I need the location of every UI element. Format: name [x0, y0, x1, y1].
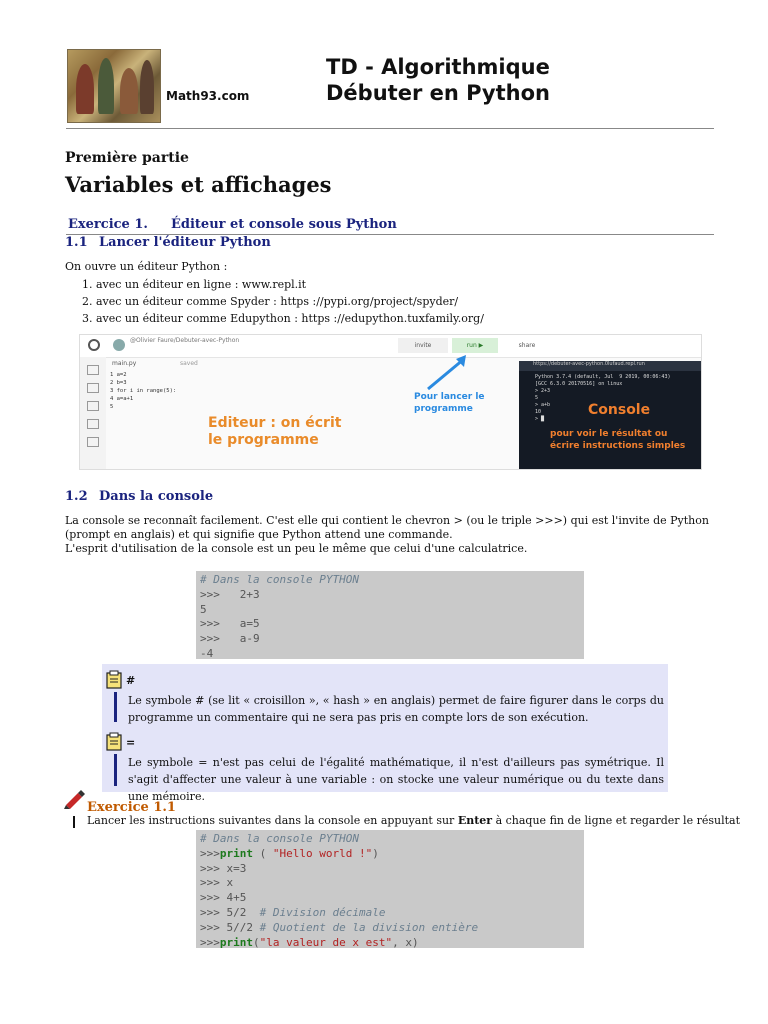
section-heading-1-2 — [65, 489, 213, 504]
title-line-2: Débuter en Python — [326, 81, 550, 105]
enter-key-label: Enter — [457, 814, 493, 827]
hash-symbol: # — [126, 674, 136, 687]
repl-screenshot — [79, 334, 702, 470]
notes-block — [102, 664, 668, 803]
file-icon[interactable] — [87, 365, 99, 375]
run-button[interactable]: run ▶ — [452, 338, 498, 353]
code-line: >>> a-9 — [200, 632, 260, 646]
code-line: 2 b=3 — [110, 380, 127, 386]
code-line: >>> 2+3 — [200, 587, 260, 601]
exercise-title: Éditeur et console sous Python — [170, 217, 397, 232]
annotation-line: pour voir le résultat ou — [550, 429, 668, 439]
code-line: >>> x — [200, 876, 234, 890]
string-literal: "la valeur de x est" — [259, 935, 393, 949]
header-divider — [66, 128, 714, 129]
code-line: -4 — [200, 646, 214, 660]
list-item: 3. avec un éditeur comme Edupython : https ://edupython.tuxfamily.org/ — [82, 312, 484, 325]
paragraph-text: L'esprit d'utilisation de la console est un peu le même que celui d'une calculatrice. — [65, 542, 528, 555]
file-tab[interactable]: main.py — [112, 360, 137, 367]
code-text: >>> 5//2 — [200, 920, 260, 934]
section-heading-1-1 — [65, 235, 271, 250]
exercise-1-1-instruction — [87, 814, 740, 827]
console-sub-annotation — [550, 428, 685, 452]
code-comment: # Dans la console PYTHON — [200, 832, 359, 845]
prompt: >>> — [200, 846, 220, 860]
section-title: Lancer l'éditeur Python — [99, 235, 271, 250]
exercise-1-1-label: Exercice 1.1 — [87, 800, 176, 815]
package-icon[interactable] — [87, 383, 99, 393]
list-item: 2. avec un éditeur comme Spyder : https ://pypi.org/project/spyder/ — [82, 295, 459, 308]
instruction-text: Lancer les instructions suivantes dans la console en appuyant sur — [87, 814, 458, 827]
code-punct: ) — [372, 846, 379, 860]
equal-note-text: Le symbole = n'est pas celui de l'égalité mathématique, il n'est d'ailleurs pas symétrique. Il s'agit d'affecter une valeur à une variable : on stocke une valeur numérique ou du texte dans une mémoire. — [128, 756, 664, 803]
hash-note-text: Le symbole # (se lit « croisillon », « hash » en anglais) permet de faire figurer dans le corps du programme un commentaire qui ne sera pas pris en compte lors de son exécution. — [128, 694, 664, 724]
section-number: 1.1 — [65, 235, 88, 250]
site-name: Math93.com — [166, 89, 250, 103]
gear-icon[interactable] — [87, 437, 99, 447]
section-title: Dans la console — [99, 489, 214, 504]
annotation-line: le programme — [208, 432, 319, 448]
note-bar — [114, 754, 117, 786]
paragraph-text: La console se reconnaît facilement. C'est elle qui contient le chevron > (ou le triple >>>) qui est l'invite de Python (prompt en anglais) et qui signifie que Python attend une commande. — [65, 514, 709, 541]
list-item: 1. avec un éditeur en ligne : www.repl.it — [82, 278, 307, 291]
keyword: print — [219, 935, 253, 949]
settings-icon[interactable] — [87, 401, 99, 411]
instruction-text: à chaque fin de ligne et regarder le résultat — [492, 814, 740, 827]
part-label: Première partie — [65, 150, 189, 166]
editor-code[interactable] — [110, 371, 176, 411]
code-punct: ( — [253, 846, 273, 860]
code-block-console — [196, 571, 584, 659]
code-comment: # Dans la console PYTHON — [200, 573, 359, 586]
saved-status: saved — [180, 360, 198, 367]
repl-sidebar — [80, 357, 106, 469]
code-block-exercise — [196, 830, 584, 948]
chapter-title: Variables et affichages — [65, 172, 332, 197]
share-button[interactable]: share — [518, 342, 536, 349]
site-logo-image — [67, 49, 161, 123]
avatar — [113, 339, 125, 351]
note-icon — [104, 670, 124, 690]
code-punct: ( — [253, 935, 260, 949]
debug-icon[interactable] — [87, 419, 99, 429]
code-line — [200, 906, 584, 921]
code-line: >>> x=3 — [200, 861, 247, 875]
repl-topbar — [80, 335, 701, 358]
code-line — [200, 921, 584, 936]
code-line — [200, 847, 584, 862]
intro-text: On ouvre un éditeur Python : — [65, 260, 228, 273]
code-line: >>> a=5 — [200, 617, 260, 631]
console-paragraph — [65, 514, 715, 556]
invite-button[interactable]: invite — [398, 338, 448, 353]
code-line: 3 for i in range(5): — [110, 388, 177, 394]
annotation-line: Editeur : on écrit — [208, 415, 342, 431]
project-name: @Olivier Faure/Debuter-avec-Python — [130, 337, 240, 344]
annotation-line: écrire instructions simples — [550, 441, 686, 451]
code-line — [200, 936, 584, 951]
arrow-icon — [420, 353, 480, 393]
exercise-heading — [68, 217, 397, 232]
editor-list — [82, 276, 484, 327]
equal-symbol: = — [126, 736, 136, 749]
page-title — [326, 54, 550, 106]
repl-logo-icon — [88, 339, 100, 351]
keyword: print — [219, 846, 253, 860]
console-annotation: Console — [588, 402, 651, 418]
exercise-label: Exercice 1. — [68, 217, 148, 232]
code-punct: , x) — [392, 935, 419, 949]
code-text: >>> 5/2 — [200, 905, 260, 919]
annotation-line: programme — [414, 404, 473, 414]
editor-annotation — [208, 415, 341, 449]
string-literal: "Hello world !" — [272, 846, 373, 860]
code-comment: # Division décimale — [259, 905, 386, 919]
pencil-icon — [64, 789, 86, 809]
instruction-bar — [73, 816, 75, 828]
note-icon — [104, 732, 124, 752]
code-line: 5 — [110, 404, 114, 410]
note-bar — [114, 692, 117, 722]
prompt: >>> — [200, 935, 220, 949]
code-line: 5 — [200, 602, 207, 616]
console-output: Python 3.7.4 (default, Jul 9 2019, 00:06:43) [GCC 6.3.0 20170516] on linux > 2+3 5 > a+b 10 > █ — [535, 374, 671, 422]
code-line: 1 a=2 — [110, 372, 127, 378]
code-comment: # Quotient de la division entière — [259, 920, 479, 934]
code-line: >>> 4+5 — [200, 891, 247, 905]
section-number: 1.2 — [65, 489, 88, 504]
code-line: 4 a=a+1 — [110, 396, 134, 402]
console-url: https://debuter-avec-python.0lufaud.repl.run — [519, 361, 701, 371]
annotation-line: Pour lancer le — [414, 392, 485, 402]
run-annotation — [414, 391, 485, 415]
title-line-1: TD - Algorithmique — [326, 55, 550, 79]
